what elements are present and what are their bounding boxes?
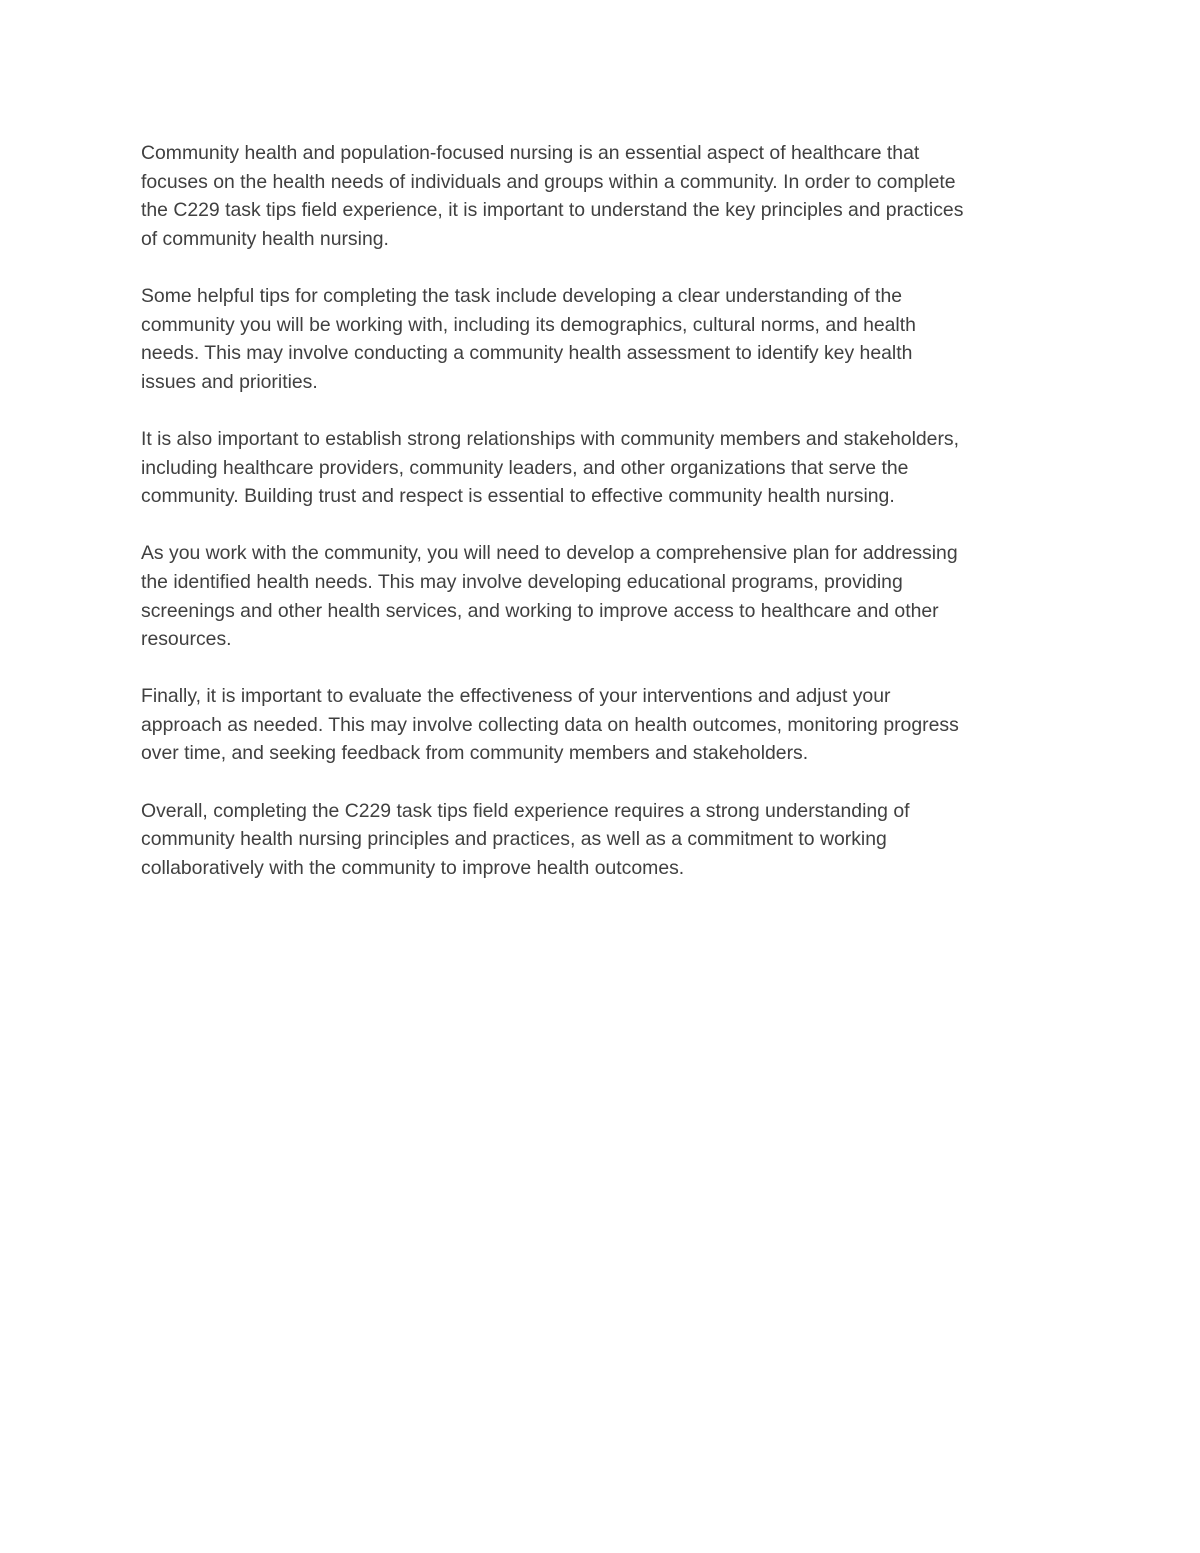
paragraph-1: Community health and population-focused nursing is an essential aspect of healthcare that focuses on the health needs of individuals and groups within a community. In order to complete the C229 task tips field experience, it is important to understand the key principles and practices of community health nursing. [141, 142, 964, 250]
paragraph-3: It is also important to establish strong relationships with community members and stakeholders, including healthcare providers, community leaders, and other organizations that serve the community. Building trust and respect is essential to effective community health nursing. [141, 427, 960, 508]
paragraph-2: Some helpful tips for completing the task include developing a clear understanding of the community you will be working with, including its demographics, cultural norms, and health needs. This may involve conducting a community health assessment to identify key health issues and priorities. [141, 284, 916, 393]
paragraph-6: Overall, completing the C229 task tips field experience requires a strong understanding of community health nursing principles and practices, as well as a commitment to working collaboratively with the community to improve health outcomes. [141, 799, 910, 879]
document-body [141, 139, 1071, 882]
paragraph-4: As you work with the community, you will need to develop a comprehensive plan for addressing the identified health needs. This may involve developing educational programs, providing screenings and other health services, and working to improve access to healthcare and other resources. [141, 542, 958, 651]
paragraph-5: Finally, it is important to evaluate the effectiveness of your interventions and adjust your approach as needed. This may involve collecting data on health outcomes, monitoring progress over time, and seeking feedback from community members and stakeholders. [141, 685, 959, 765]
